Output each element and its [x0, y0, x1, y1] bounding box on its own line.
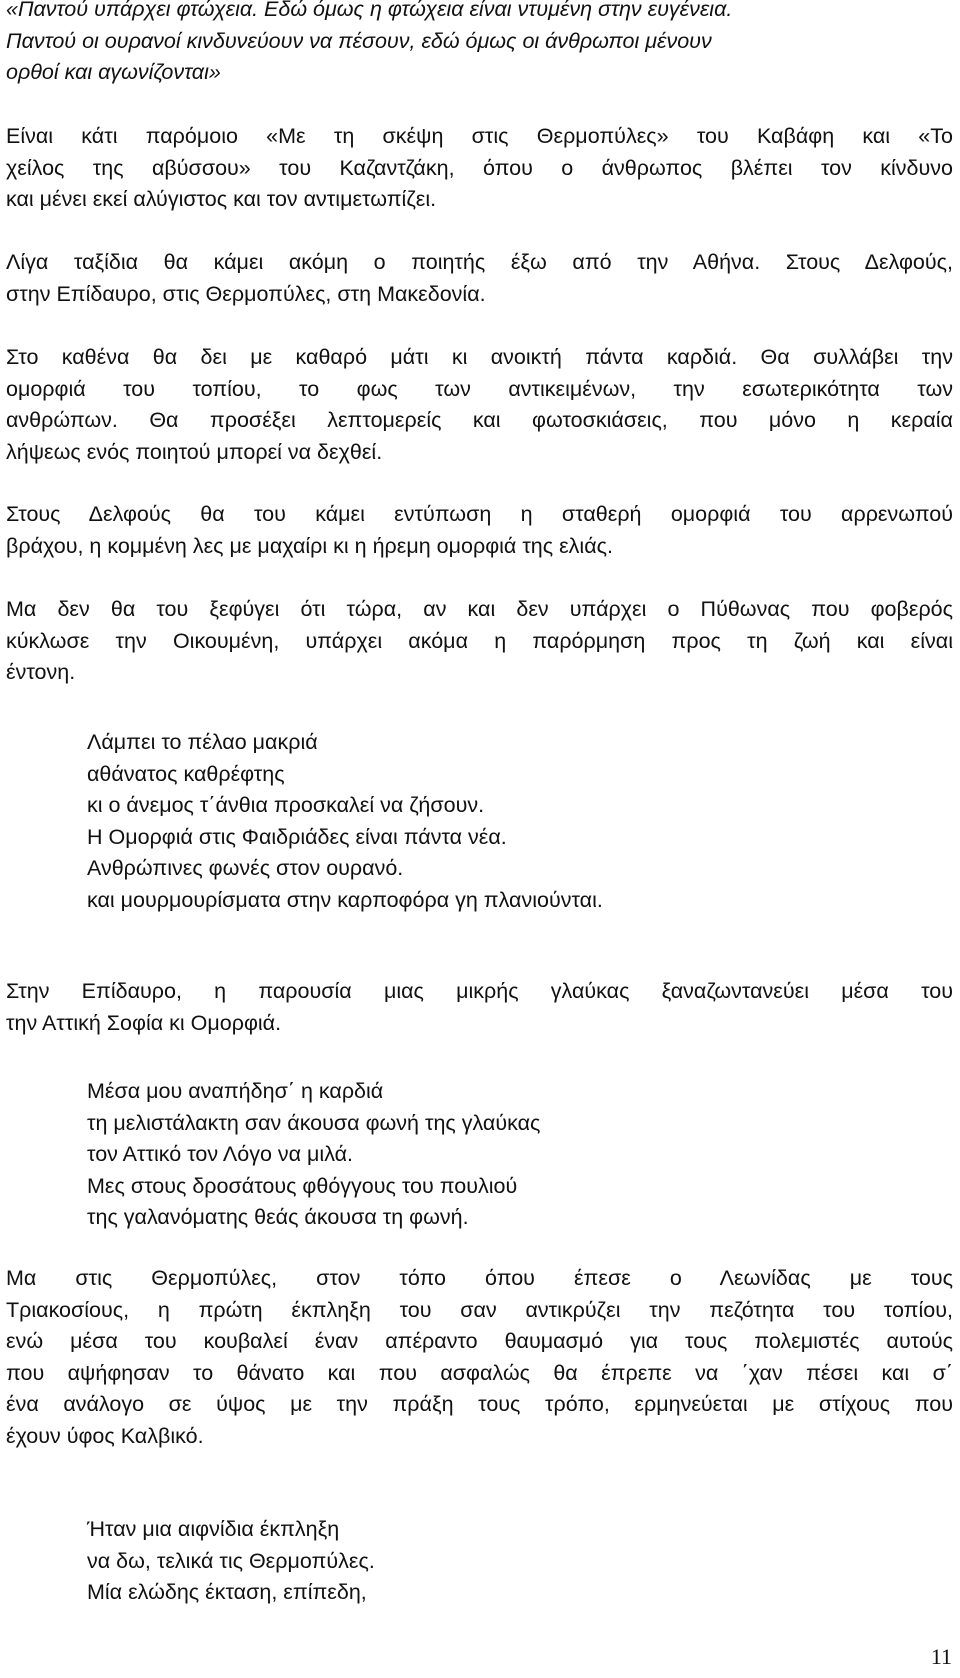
text-line: την Αττική Σοφία κι Ομορφιά. [6, 1010, 282, 1035]
paragraph-python [6, 594, 953, 689]
paragraph-delphi [6, 499, 953, 562]
text-line: Τριακοσίους, η πρώτη έκπληξη του σαν αντικρύζει την πεζότητα του τοπίου, [6, 1297, 953, 1322]
verse-line: Μέσα μου αναπήδησ΄ η καρδιά [87, 1079, 384, 1103]
text-line: ορθοί και αγωνίζονται» [6, 60, 221, 84]
verse-delphi [87, 727, 603, 916]
verse-thermopylae [87, 1514, 375, 1609]
verse-line: αθάνατος καθρέφτης [87, 761, 285, 786]
verse-epidaurus [87, 1076, 540, 1234]
text-line: που αψήφησαν το θάνατο και που ασφαλώς θα έπρεπε να ΄χαν πέσει και σ΄ [6, 1360, 953, 1385]
opening-quote [6, 0, 953, 89]
text-line: Μα δεν θα του ξεφύγει ότι τώρα, αν και δεν υπάρχει ο Πύθωνας που φοβερός [6, 597, 953, 621]
text-line: χείλος της αβύσσου» του Καζαντζάκη, όπου ο άνθρωπος βλέπει τον κίνδυνο [6, 155, 953, 180]
text-line: Στο καθένα θα δει με καθαρό μάτι κι ανοικτή πάντα καρδιά. Θα συλλάβει την [6, 345, 953, 369]
verse-line: και μουρμουρίσματα στην καρποφόρα γη πλανιούνται. [87, 887, 603, 912]
paragraph-epidaurus [6, 976, 953, 1039]
text-line: Είναι κάτι παρόμοιο «Με τη σκέψη στις Θερμοπύλες» του Καβάφη και «Το [6, 124, 953, 148]
verse-line: Ήταν μια αιφνίδια έκπληξη [87, 1517, 340, 1541]
text-line: Λίγα ταξίδια θα κάμει ακόμη ο ποιητής έξω από την Αθήνα. Στους Δελφούς, [6, 250, 953, 274]
text-line: ομορφιά του τοπίου, το φως των αντικειμένων, την εσωτερικότητα των [6, 376, 953, 401]
paragraph-clear-eye [6, 342, 953, 468]
verse-line: τη μελιστάλακτη σαν άκουσα φωνή της γλαύκας [87, 1110, 541, 1135]
text-line: και μένει εκεί αλύγιστος και τον αντιμετωπίζει. [6, 187, 437, 211]
verse-line: Μία ελώδης έκταση, επίπεδη, [87, 1580, 367, 1604]
text-line: λήψεως ενός ποιητού μπορεί να δεχθεί. [6, 439, 383, 464]
text-line: Στους Δελφούς θα του κάμει εντύπωση η σταθερή ομορφιά του αρρενωπού [6, 502, 953, 526]
text-line: ανθρώπων. Θα προσέξει λεπτομερείς και φωτοσκιάσεις, που μόνο η κεραία [6, 408, 953, 432]
verse-line: Ανθρώπινες φωνές στον ουρανό. [87, 856, 404, 880]
paragraph-kavafis-kazantzakis [6, 121, 953, 216]
text-line: ένα ανάλογο σε ύψος με την πράξη τους τρόπο, ερμηνεύεται με στίχους που [6, 1392, 953, 1416]
verse-line: της γαλανόματης θεάς άκουσα τη φωνή. [87, 1205, 469, 1229]
text-line: βράχου, η κομμένη λες με μαχαίρι κι η ήρεμη ομορφιά της ελιάς. [6, 533, 613, 558]
verse-line: Μες στους δροσάτους φθόγγους του πουλιού [87, 1173, 518, 1198]
text-line: έντονη. [6, 660, 76, 684]
verse-line: τον Αττικό τον Λόγο να μιλά. [87, 1142, 354, 1166]
verse-line: κι ο άνεμος τ΄άνθια προσκαλεί να ζήσουν. [87, 793, 485, 817]
text-line: «Παντού υπάρχει φτώχεια. Εδώ όμως η φτώχεια είναι ντυμένη στην ευγένεια. [6, 0, 733, 21]
paragraph-thermopylae [6, 1263, 953, 1452]
verse-line: Η Ομορφιά στις Φαιδριάδες είναι πάντα νέα. [87, 824, 507, 849]
verse-line: Λάμπει το πέλαο μακριά [87, 730, 318, 754]
text-line: Μα στις Θερμοπύλες, στον τόπο όπου έπεσε ο Λεωνίδας με τους [6, 1266, 953, 1290]
text-line: έχουν ύφος Καλβικό. [6, 1423, 204, 1448]
verse-line: να δω, τελικά τις Θερμοπύλες. [87, 1548, 375, 1573]
text-line: στην Επίδαυρο, στις Θερμοπύλες, στη Μακεδονία. [6, 281, 486, 306]
text-line: κύκλωσε την Οικουμένη, υπάρχει ακόμα η παρόρμηση προς τη ζωή και είναι [6, 628, 953, 653]
text-line: Στην Επίδαυρο, η παρουσία μιας μικρής γλαύκας ξαναζωντανεύει μέσα του [6, 979, 953, 1003]
page-number: 11 [930, 1644, 952, 1669]
text-line: Παντού οι ουρανοί κινδυνεύουν να πέσουν, εδώ όμως οι άνθρωποι μένουν [6, 28, 712, 53]
paragraph-journeys [6, 247, 953, 310]
text-line: ενώ μέσα του κουβαλεί έναν απέραντο θαυμασμό για τους πολεμιστές αυτούς [6, 1329, 953, 1353]
